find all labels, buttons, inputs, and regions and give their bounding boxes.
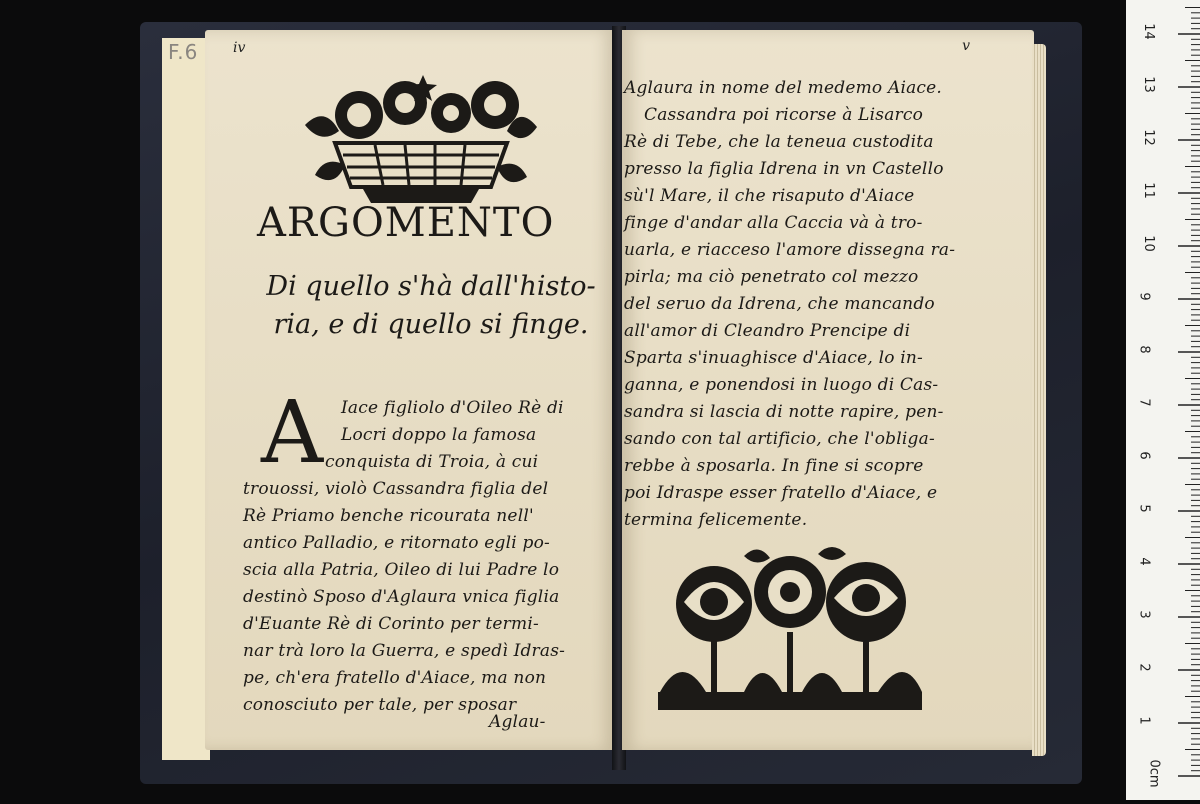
body-line: destinò Sposo d'Aglaura vnica figlia [243, 587, 560, 607]
drop-cap: A [261, 383, 324, 483]
right-folio: v [962, 38, 970, 54]
body-line: ganna, e ponendosi in luogo di Cas- [624, 375, 939, 395]
body-line: rebbe à sposarla. In fine si scopre [624, 456, 924, 476]
ruler-label: 0cm [1146, 759, 1162, 788]
body-line: Rè Priamo benche ricourata nell' [243, 506, 534, 526]
body-line: Cassandra poi ricorse à Lisarco [644, 105, 924, 125]
left-page [205, 30, 615, 750]
ruler-label: 1 [1136, 716, 1152, 725]
body-line: Sparta s'inuaghisce d'Aiace, lo in- [624, 348, 924, 368]
body-line: del seruo da Idrena, che mancando [624, 294, 935, 314]
body-line: pe, ch'era fratello d'Aiace, ma non [243, 668, 547, 688]
subheading-line: ria, e di quello si finge. [273, 309, 589, 340]
page-edges [1032, 44, 1046, 756]
body-line: sandra si lascia di notte rapire, pen- [624, 402, 944, 422]
ruler-label: 10 [1140, 235, 1156, 252]
paper-strip [162, 38, 210, 760]
shelfmark: F.6 [168, 40, 199, 64]
ruler-label: 6 [1136, 451, 1152, 460]
body-line: scia alla Patria, Oileo di lui Padre lo [243, 560, 560, 580]
body-line: pirla; ma ciò penetrato col mezzo [624, 267, 919, 287]
body-line: sando con tal artificio, che l'obliga- [624, 429, 935, 449]
body-line: Locri doppo la famosa [341, 425, 537, 445]
fruit-basket-woodcut [295, 65, 547, 207]
body-line: finge d'andar alla Caccia và à tro- [624, 213, 923, 233]
catchword: Aglau- [489, 712, 546, 732]
body-line: conquista di Troia, à cui [325, 452, 539, 472]
ruler-label: 13 [1140, 76, 1156, 93]
ruler-label: 4 [1136, 557, 1152, 566]
body-line: antico Palladio, e ritornato egli po- [243, 533, 550, 553]
body-line: uarla, e riacceso l'amore dissegna ra- [624, 240, 956, 260]
right-page [622, 30, 1034, 750]
body-line: nar trà loro la Guerra, e spedì Idras- [243, 641, 566, 661]
ruler-label: 3 [1136, 610, 1152, 619]
body-line: trouossi, violò Cassandra figlia del [243, 479, 549, 499]
subheading-line: Di quello s'hà dall'histo- [266, 271, 596, 302]
subheading [255, 268, 607, 344]
ruler-label: 5 [1136, 504, 1152, 513]
body-line: conosciuto per tale, per sposar [243, 695, 517, 715]
body-line: Aglaura in nome del medemo Aiace. [624, 78, 943, 98]
ruler-label: 9 [1136, 292, 1152, 301]
body-line: poi Idraspe esser fratello d'Aiace, e [624, 483, 938, 503]
ruler-label: 14 [1140, 23, 1156, 40]
body-line: Iace figliolo d'Oileo Rè di [341, 398, 564, 418]
ruler-label: 8 [1136, 345, 1152, 354]
measurement-ruler [1126, 0, 1200, 800]
body-line: Rè di Tebe, che la teneua custodita [624, 132, 934, 152]
body-line: all'amor di Cleandro Prencipe di [624, 321, 911, 341]
body-line: termina felicemente. [624, 510, 808, 530]
body-line: sù'l Mare, il che risaputo d'Aiace [624, 186, 915, 206]
page-heading: ARGOMENTO [257, 200, 555, 246]
flower-woodcut [652, 542, 928, 718]
ruler-label: 12 [1140, 129, 1156, 146]
ruler-label: 7 [1136, 398, 1152, 407]
body-line: presso la figlia Idrena in vn Castello [624, 159, 944, 179]
ruler-label: 11 [1140, 182, 1156, 199]
left-folio: iv [233, 40, 246, 56]
body-line: d'Euante Rè di Corinto per termi- [243, 614, 539, 634]
ruler-label: 2 [1136, 663, 1152, 672]
